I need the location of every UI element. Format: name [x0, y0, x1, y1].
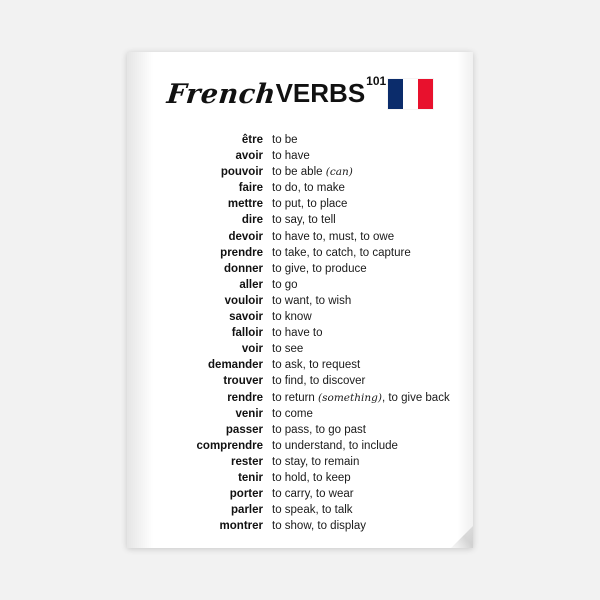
verb-term: aller	[239, 278, 263, 291]
verb-row	[135, 375, 459, 391]
title-number: 101	[366, 74, 387, 88]
verb-term: vouloir	[224, 294, 263, 307]
verb-term: porter	[229, 488, 263, 501]
flag-blue-band	[388, 79, 403, 109]
verb-row	[135, 343, 459, 359]
verb-meaning: to hold, to keep	[272, 471, 351, 484]
title-script-word: French	[165, 79, 278, 110]
verb-term: trouver	[223, 375, 263, 388]
verb-term: demander	[208, 359, 263, 372]
verb-row	[135, 263, 459, 279]
verb-row	[135, 456, 459, 472]
verb-term: pouvoir	[220, 166, 263, 179]
verb-row	[135, 214, 459, 230]
verb-row	[135, 279, 459, 295]
verb-term: parler	[231, 504, 263, 517]
title-block-word: VERBS	[275, 78, 366, 108]
verb-meaning: to be	[272, 134, 298, 146]
verb-meaning: to ask, to request	[272, 359, 361, 372]
verb-row	[135, 408, 459, 424]
verb-row	[135, 359, 459, 375]
verb-meaning: to want, to wish	[272, 294, 352, 307]
verb-meaning: to find, to discover	[272, 375, 366, 388]
poster-title	[127, 74, 473, 110]
verb-term: mettre	[227, 198, 263, 211]
verb-row	[135, 295, 459, 311]
verb-meaning: to see	[272, 343, 304, 356]
verb-meaning: to understand, to include	[272, 439, 398, 452]
verb-term: avoir	[235, 150, 263, 163]
verb-row	[135, 134, 459, 150]
flag-red-band	[418, 79, 433, 109]
verb-meaning: to have to	[272, 327, 323, 340]
verb-row	[135, 247, 459, 263]
verb-term: passer	[225, 423, 263, 436]
verb-row	[135, 231, 459, 247]
verb-meaning: to have	[272, 150, 310, 163]
flag-white-band	[403, 79, 418, 109]
verb-row	[135, 166, 459, 182]
verb-row	[135, 198, 459, 214]
verb-term: donner	[224, 262, 263, 275]
verb-row	[135, 327, 459, 343]
verb-meaning: to have to, must, to owe	[272, 230, 395, 243]
verb-term: faire	[238, 182, 263, 195]
verb-meaning: to do, to make	[272, 182, 345, 195]
verb-term: comprendre	[196, 439, 263, 452]
verb-meaning: to put, to place	[272, 198, 348, 211]
french-flag-icon	[388, 79, 433, 109]
verb-meaning: to give, to produce	[272, 262, 367, 275]
verb-term: venir	[235, 407, 263, 420]
verb-meaning: to go	[272, 278, 298, 291]
verb-meaning: to speak, to talk	[272, 504, 353, 517]
verb-meaning: to come	[272, 407, 313, 420]
verb-row	[135, 311, 459, 327]
verb-term: rendre	[227, 391, 263, 404]
verb-term: rester	[231, 455, 263, 468]
verb-meaning: to carry, to wear	[272, 488, 354, 501]
verb-meaning: to know	[272, 311, 312, 324]
verb-term: être	[241, 134, 263, 146]
poster	[127, 52, 473, 548]
verb-list	[127, 134, 473, 536]
verb-row	[135, 392, 459, 408]
verb-term: savoir	[229, 311, 263, 324]
verb-meaning: to pass, to go past	[272, 423, 366, 436]
verb-term: dire	[241, 214, 263, 227]
verb-meaning: to take, to catch, to capture	[272, 246, 411, 259]
verb-term: voir	[241, 343, 263, 356]
verb-row	[135, 520, 459, 536]
verb-row	[135, 488, 459, 504]
verb-meaning: to show, to display	[272, 520, 366, 533]
verb-term: falloir	[231, 327, 263, 340]
verb-term: devoir	[228, 230, 263, 243]
verb-row	[135, 504, 459, 520]
verb-term: montrer	[219, 520, 263, 533]
verb-term: tenir	[238, 471, 263, 484]
verb-row	[135, 182, 459, 198]
verb-row	[135, 424, 459, 440]
verb-meaning: to stay, to remain	[272, 455, 360, 468]
verb-meaning: to return (something), to give back	[272, 391, 450, 404]
verb-meaning: to say, to tell	[272, 214, 336, 227]
verb-row	[135, 150, 459, 166]
verb-row	[135, 440, 459, 456]
verb-row	[135, 472, 459, 488]
verb-term: prendre	[220, 246, 263, 259]
verb-meaning: to be able (can)	[272, 166, 353, 179]
